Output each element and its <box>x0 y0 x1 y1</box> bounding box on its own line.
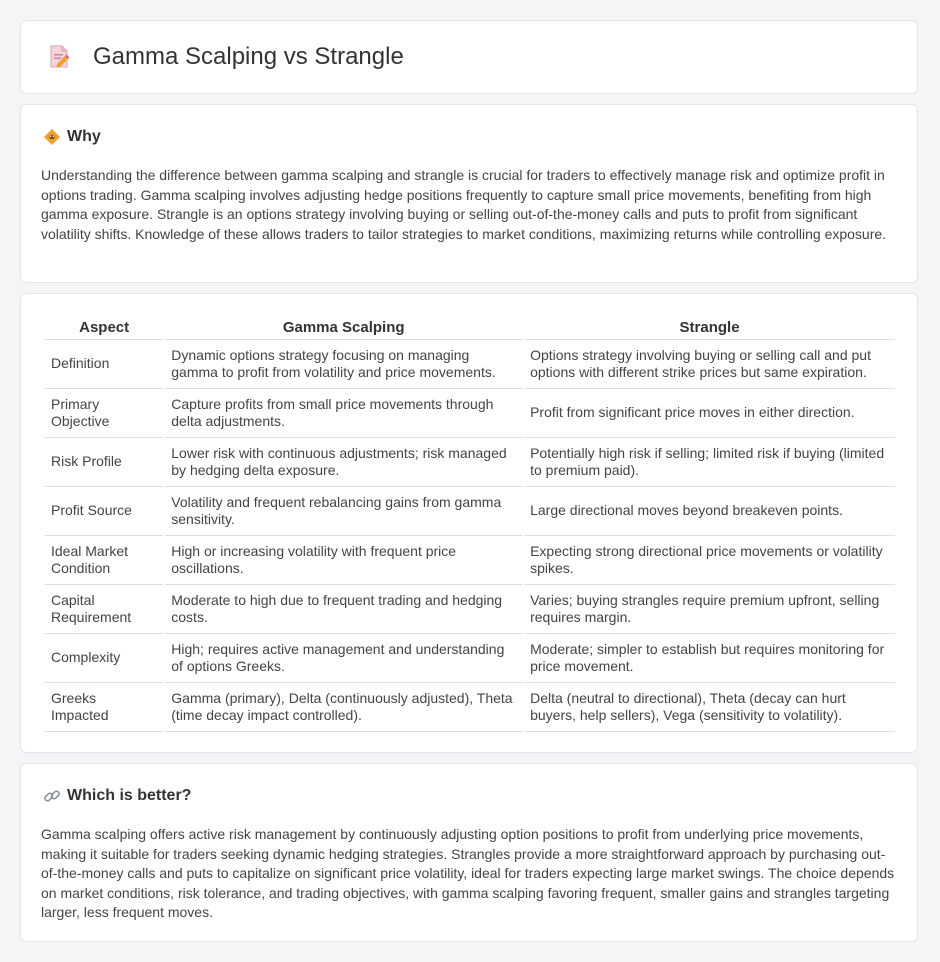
table-row <box>45 340 895 389</box>
row-strangle: Potentially high risk if selling; limited risk if buying (limited to premium paid). <box>524 438 895 487</box>
row-aspect: Ideal Market Condition <box>45 536 163 585</box>
row-gamma-scalping: Capture profits from small price movements through delta adjustments. <box>165 389 522 438</box>
row-aspect: Profit Source <box>45 487 163 536</box>
which-better-section <box>20 763 918 942</box>
row-aspect: Definition <box>45 340 163 389</box>
row-strangle: Varies; buying strangles require premium upfront, selling requires margin. <box>524 585 895 634</box>
which-better-heading <box>43 786 191 806</box>
why-title: Why <box>67 128 101 145</box>
header-gamma-scalping: Gamma Scalping <box>165 316 522 340</box>
row-gamma-scalping: Lower risk with continuous adjustments; risk managed by hedging delta exposure. <box>165 438 522 487</box>
row-strangle: Large directional moves beyond breakeven points. <box>524 487 895 536</box>
row-aspect: Primary Objective <box>45 389 163 438</box>
row-gamma-scalping: Volatility and frequent rebalancing gains from gamma sensitivity. <box>165 487 522 536</box>
why-section <box>20 104 918 283</box>
row-gamma-scalping: Gamma (primary), Delta (continuously adjusted), Theta (time decay impact controlled). <box>165 683 522 732</box>
table-row <box>45 634 895 683</box>
row-aspect: Risk Profile <box>45 438 163 487</box>
document-pencil-icon <box>45 43 73 71</box>
table-row <box>45 438 895 487</box>
table-row <box>45 487 895 536</box>
header-aspect: Aspect <box>45 316 163 340</box>
row-strangle: Delta (neutral to directional), Theta (decay can hurt buyers, help sellers), Vega (sensitivity to volatility). <box>524 683 895 732</box>
row-strangle: Expecting strong directional price movements or volatility spikes. <box>524 536 895 585</box>
diamond-hand-icon <box>43 128 61 146</box>
comparison-table <box>43 316 897 732</box>
which-better-title: Which is better? <box>67 787 192 804</box>
why-heading <box>43 127 101 147</box>
row-gamma-scalping: Dynamic options strategy focusing on managing gamma to profit from volatility and price movements. <box>165 340 522 389</box>
table-row <box>45 585 895 634</box>
title-card <box>20 20 918 94</box>
link-icon <box>43 787 61 805</box>
row-gamma-scalping: High or increasing volatility with frequent price oscillations. <box>165 536 522 585</box>
table-row <box>45 683 895 732</box>
row-gamma-scalping: High; requires active management and understanding of options Greeks. <box>165 634 522 683</box>
page-title: Gamma Scalping vs Strangle <box>93 43 404 70</box>
table-header-row <box>45 316 895 340</box>
header-strangle: Strangle <box>524 316 895 340</box>
comparison-section <box>20 293 918 753</box>
table-row <box>45 536 895 585</box>
row-strangle: Moderate; simpler to establish but requires monitoring for price movement. <box>524 634 895 683</box>
row-gamma-scalping: Moderate to high due to frequent trading and hedging costs. <box>165 585 522 634</box>
row-strangle: Options strategy involving buying or selling call and put options with different strike prices but same expiration. <box>524 340 895 389</box>
table-row <box>45 389 895 438</box>
which-better-body: Gamma scalping offers active risk management by continuously adjusting option positions to profit from underlying price movements, making it suitable for traders seeking dynamic hedging strategies. Strangles provide a more straightforward approach by purchasing out-of-the-money calls and puts to capitalize on significant price volatility, ideal for traders expecting large market swings. The choice depends on market conditions, risk tolerance, and trading objectives, with gamma scalping favoring frequent, smaller gains and strangles targeting larger, less frequent moves. <box>41 826 895 921</box>
row-aspect: Greeks Impacted <box>45 683 163 732</box>
title-wrap <box>45 43 404 71</box>
why-body: Understanding the difference between gamma scalping and strangle is crucial for traders to effectively manage risk and optimize profit in options trading. Gamma scalping involves adjusting hedge positions frequently to capture small price movements, benefiting from high gamma exposure. Strangle is an options strategy involving buying or selling out-of-the-money calls and puts to profit from significant volatility shifts. Knowledge of these allows traders to tailor strategies to market conditions, maximizing returns while controlling exposure. <box>41 167 887 242</box>
row-strangle: Profit from significant price moves in either direction. <box>524 389 895 438</box>
row-aspect: Capital Requirement <box>45 585 163 634</box>
row-aspect: Complexity <box>45 634 163 683</box>
